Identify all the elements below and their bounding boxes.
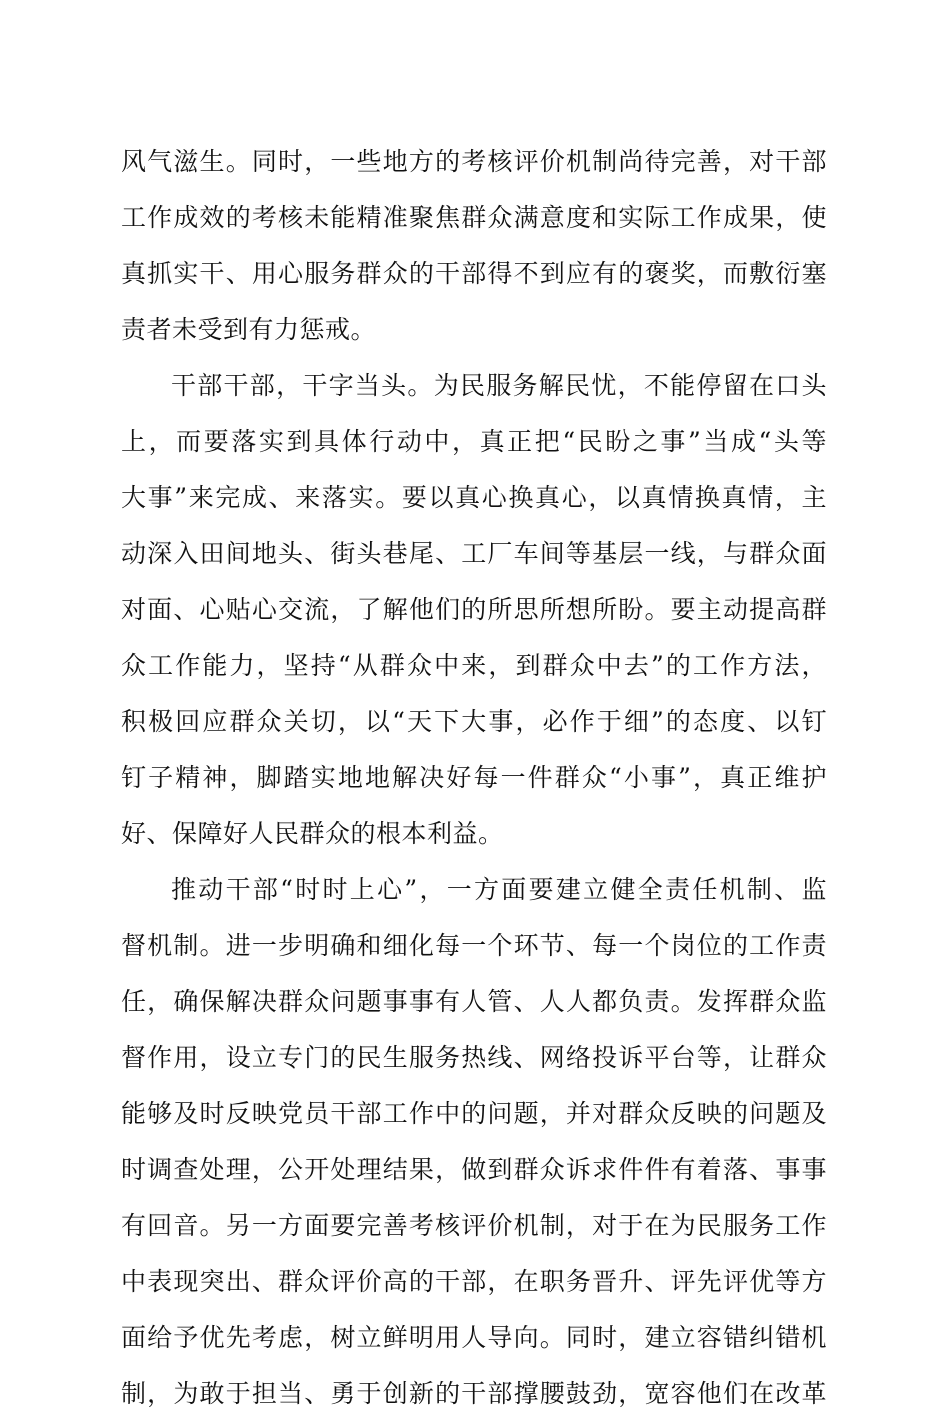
paragraph-2-line-8: 钉子精神，脚踏实地地解决好每一件群众“小事”，真正维护	[121, 763, 827, 792]
paragraph-2-line-4: 动深入田间地头、街头巷尾、工厂车间等基层一线，与群众面	[121, 539, 827, 568]
document-body	[121, 134, 827, 1422]
paragraph-3-line-10: 制，为敢于担当、勇于创新的干部撑腰鼓劲，宽容他们在改革	[121, 1379, 827, 1408]
paragraph-2-line-7: 积极回应群众关切，以“天下大事，必作于细”的态度、以钉	[121, 707, 827, 736]
paragraph-3-line-1: 推动干部“时时上心”，一方面要建立健全责任机制、监	[171, 875, 827, 904]
paragraph-3-line-5: 能够及时反映党员干部工作中的问题，并对群众反映的问题及	[121, 1099, 827, 1128]
paragraph-2-line-1: 干部干部，干字当头。为民服务解民忧，不能停留在口头	[171, 371, 827, 400]
paragraph-3-line-4: 督作用，设立专门的民生服务热线、网络投诉平台等，让群众	[121, 1043, 827, 1072]
paragraph-3-line-3: 任，确保解决群众问题事事有人管、人人都负责。发挥群众监	[121, 987, 827, 1016]
paragraph-1-line-3: 真抓实干、用心服务群众的干部得不到应有的褒奖，而敷衍塞	[121, 259, 827, 288]
paragraph-3-line-9: 面给予优先考虑，树立鲜明用人导向。同时，建立容错纠错机	[121, 1323, 827, 1352]
paragraph-3-line-8: 中表现突出、群众评价高的干部，在职务晋升、评先评优等方	[121, 1267, 827, 1296]
paragraph-2-line-5: 对面、心贴心交流，了解他们的所思所想所盼。要主动提高群	[121, 595, 827, 624]
paragraph-3-line-7: 有回音。另一方面要完善考核评价机制，对于在为民服务工作	[121, 1211, 827, 1240]
paragraph-1-line-1: 风气滋生。同时，一些地方的考核评价机制尚待完善，对干部	[121, 147, 827, 176]
paragraph-1-line-2: 工作成效的考核未能精准聚焦群众满意度和实际工作成果，使	[121, 203, 827, 232]
paragraph-2-line-3: 大事”来完成、来落实。要以真心换真心，以真情换真情，主	[121, 483, 827, 512]
paragraph-3-line-2: 督机制。进一步明确和细化每一个环节、每一个岗位的工作责	[121, 931, 827, 960]
paragraph-2-line-2: 上，而要落实到具体行动中，真正把“民盼之事”当成“头等	[121, 427, 827, 456]
paragraph-1-line-4: 责者未受到有力惩戒。	[121, 315, 377, 344]
paragraph-2-line-6: 众工作能力，坚持“从群众中来，到群众中去”的工作方法，	[121, 651, 827, 680]
paragraph-2-line-9: 好、保障好人民群众的根本利益。	[121, 819, 504, 848]
paragraph-3-line-6: 时调查处理，公开处理结果，做到群众诉求件件有着落、事事	[121, 1155, 827, 1184]
